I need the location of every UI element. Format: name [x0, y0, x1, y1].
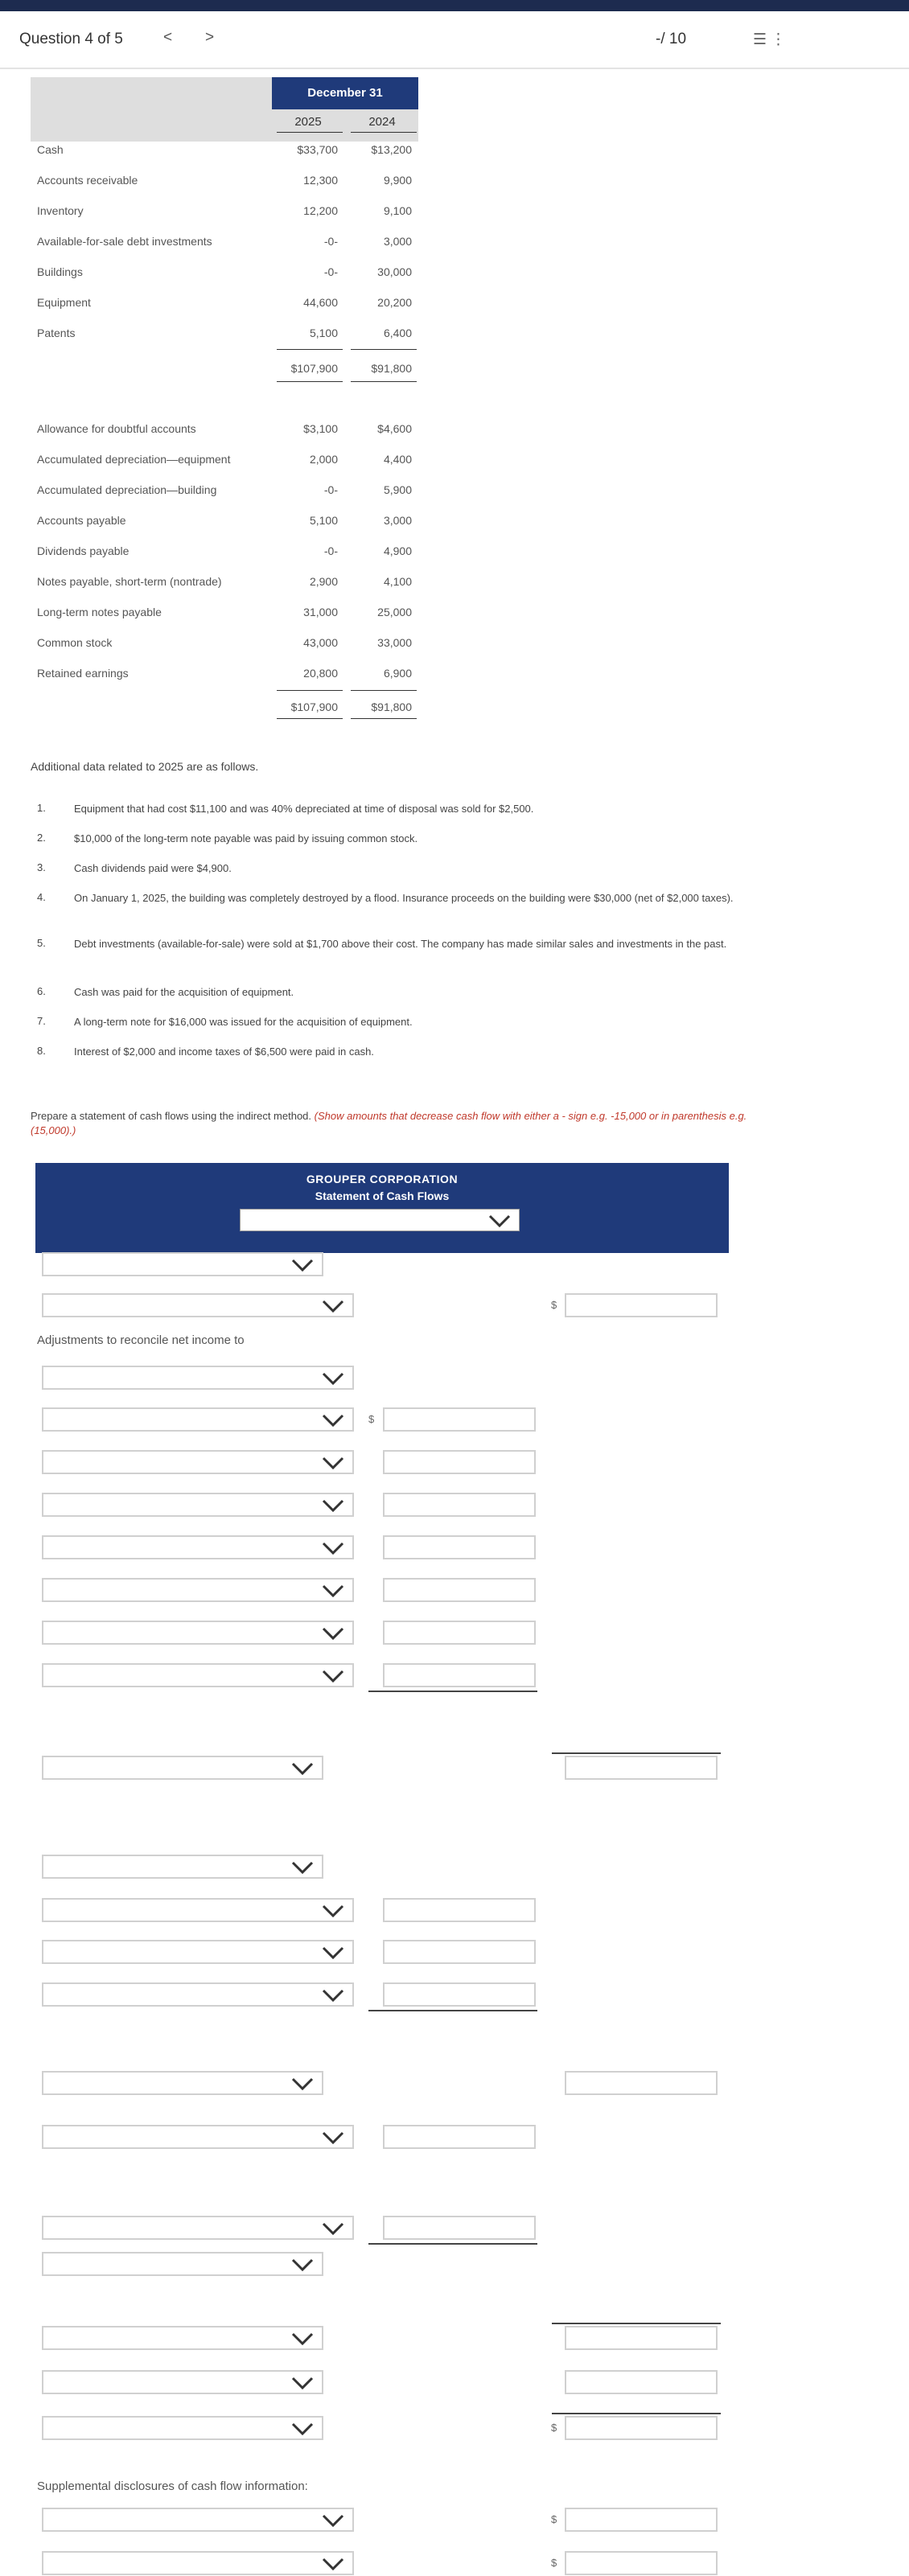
- chevron-down-icon: [317, 1941, 349, 1965]
- account-select[interactable]: [42, 2370, 323, 2394]
- item-text: Equipment that had cost $11,100 and was 40% depreciated at time of disposal was sold for $2,500.: [74, 803, 534, 815]
- col-2025: 2025: [294, 115, 322, 129]
- amount-input[interactable]: [383, 2125, 536, 2149]
- amount-input[interactable]: [383, 1982, 536, 2007]
- liability-row-2025: $3,100: [303, 422, 338, 435]
- account-select[interactable]: [42, 1621, 354, 1645]
- december-header: December 31: [272, 77, 418, 109]
- asset-row-2024: 9,900: [383, 174, 412, 187]
- adjustments-label: Adjustments to reconcile net income to: [37, 1333, 245, 1347]
- amount-input[interactable]: [383, 1407, 536, 1432]
- question-label: Question 4 of 5: [19, 31, 123, 47]
- chevron-down-icon: [286, 1756, 319, 1781]
- asset-row-2024: 3,000: [383, 235, 412, 248]
- supplemental-label: Supplemental disclosures of cash flow information:: [37, 2479, 308, 2493]
- list-icon[interactable]: ☰: [753, 31, 767, 48]
- item-text: Cash dividends paid were $4,900.: [74, 862, 232, 874]
- assets-dbl-line-2024: [351, 381, 417, 382]
- amount-input[interactable]: [383, 1535, 536, 1559]
- item-number: 3.: [37, 861, 46, 873]
- liability-row-2024: 4,400: [383, 453, 412, 466]
- liability-row-label: Allowance for doubtful accounts: [37, 422, 196, 435]
- total-input[interactable]: [565, 2071, 718, 2095]
- account-select[interactable]: [42, 2551, 354, 2575]
- chevron-down-icon: [286, 2327, 319, 2351]
- liab-total-line-2024: [351, 690, 417, 691]
- statement-title: Statement of Cash Flows: [315, 1189, 450, 1202]
- account-select[interactable]: [42, 2216, 354, 2240]
- liability-row-2025: 2,000: [309, 453, 338, 466]
- asset-row-label: Accounts receivable: [37, 174, 138, 187]
- liability-row-2025: 31,000: [303, 606, 338, 618]
- item-text: Debt investments (available-for-sale) were sold at $1,700 above their cost. The company has made similar sales and investments in the past.: [74, 938, 727, 950]
- liability-row-2024: 6,900: [383, 667, 412, 680]
- asset-row-2024: 9,100: [383, 204, 412, 217]
- chevron-down-icon: [317, 1493, 349, 1518]
- liab-dbl-line-2025: [277, 718, 343, 719]
- liability-row-2024: 33,000: [377, 636, 412, 649]
- total-input[interactable]: [565, 2326, 718, 2350]
- liability-row-2024: $4,600: [377, 422, 412, 435]
- asset-row-2025: $33,700: [297, 143, 338, 156]
- dollar-sign: $: [551, 1299, 557, 1311]
- total-input[interactable]: [565, 1293, 718, 1317]
- chevron-down-icon: [286, 1855, 319, 1880]
- liab-dbl-line-2024: [351, 718, 417, 719]
- account-select[interactable]: [42, 2071, 323, 2095]
- liab-total-2025: $107,900: [290, 700, 338, 713]
- item-number: 1.: [37, 802, 46, 814]
- item-text: $10,000 of the long-term note payable was paid by issuing common stock.: [74, 832, 418, 844]
- liability-row-label: Accumulated depreciation—equipment: [37, 453, 231, 466]
- instruction-main: Prepare a statement of cash flows using the indirect method.: [31, 1110, 312, 1122]
- chevron-down-icon: [483, 1209, 516, 1233]
- asset-row-2024: $13,200: [371, 143, 412, 156]
- chevron-down-icon: [286, 1253, 319, 1277]
- item-number: 4.: [37, 891, 46, 903]
- account-select[interactable]: [42, 1407, 354, 1432]
- item-number: 7.: [37, 1015, 46, 1027]
- amount-input[interactable]: [383, 1578, 536, 1602]
- liability-row-2024: 4,900: [383, 544, 412, 557]
- date-select[interactable]: [240, 1209, 520, 1231]
- account-select[interactable]: [42, 1663, 354, 1687]
- chevron-down-icon: [317, 1621, 349, 1645]
- total-line: [552, 2323, 721, 2324]
- amount-input[interactable]: [383, 1940, 536, 1964]
- chevron-down-icon: [317, 1664, 349, 1688]
- liability-row-label: Accumulated depreciation—building: [37, 483, 217, 496]
- liability-row-2024: 5,900: [383, 483, 412, 496]
- asset-row-2025: 12,200: [303, 204, 338, 217]
- amount-input[interactable]: [383, 1493, 536, 1517]
- asset-row-2024: 6,400: [383, 327, 412, 339]
- account-select[interactable]: [42, 1982, 354, 2007]
- chevron-down-icon: [286, 2371, 319, 2395]
- assets-dbl-line-2025: [277, 381, 343, 382]
- asset-row-2025: -0-: [323, 265, 338, 278]
- account-select[interactable]: [42, 1252, 323, 1276]
- total-input[interactable]: [565, 2551, 718, 2575]
- asset-row-label: Available-for-sale debt investments: [37, 235, 212, 248]
- liability-row-2025: 20,800: [303, 667, 338, 680]
- liab-total-2024: $91,800: [371, 700, 412, 713]
- liability-row-2024: 25,000: [377, 606, 412, 618]
- liability-row-label: Long-term notes payable: [37, 606, 162, 618]
- item-text: On January 1, 2025, the building was completely destroyed by a flood. Insurance proceeds on the building were $30,000 (net of $2,000 taxes).: [74, 892, 734, 904]
- account-select[interactable]: [42, 1450, 354, 1474]
- amount-input[interactable]: [383, 1621, 536, 1645]
- account-select[interactable]: [42, 2326, 323, 2350]
- asset-row-2025: 12,300: [303, 174, 338, 187]
- assets-total-2024: $91,800: [371, 362, 412, 375]
- account-select[interactable]: [42, 1366, 354, 1390]
- dollar-sign: $: [551, 2422, 557, 2434]
- liability-row-label: Common stock: [37, 636, 113, 649]
- dollar-sign: $: [551, 2557, 557, 2569]
- item-number: 6.: [37, 985, 46, 997]
- instruction-note: (Show amounts that decrease cash flow with either a - sign e.g. -15,000 or in parenthesis e.g. (15,000).): [31, 1110, 747, 1136]
- account-select[interactable]: [42, 1898, 354, 1922]
- chevron-down-icon: [317, 1366, 349, 1391]
- chevron-down-icon: [317, 1294, 349, 1318]
- asset-row-2024: 20,200: [377, 296, 412, 309]
- col-2024-underline: [351, 132, 417, 133]
- account-select[interactable]: [42, 2416, 323, 2440]
- dollar-sign: $: [368, 1413, 375, 1425]
- total-input[interactable]: [565, 2416, 718, 2440]
- chevron-down-icon: [286, 2072, 319, 2096]
- asset-row-2024: 30,000: [377, 265, 412, 278]
- liability-row-2025: 5,100: [309, 514, 338, 527]
- total-line: [552, 2413, 721, 2414]
- more-icon[interactable]: ⋮: [771, 31, 786, 48]
- chevron-down-icon: [286, 2417, 319, 2441]
- liability-row-2024: 3,000: [383, 514, 412, 527]
- liability-row-label: Dividends payable: [37, 544, 130, 557]
- liability-row-2025: 43,000: [303, 636, 338, 649]
- subtotal-line: [368, 2010, 537, 2011]
- asset-row-label: Buildings: [37, 265, 83, 278]
- top-bar: [0, 0, 909, 11]
- total-input[interactable]: [565, 1756, 718, 1780]
- assets-total-line-2024: [351, 349, 417, 350]
- total-input[interactable]: [565, 2508, 718, 2532]
- assets-total-line-2025: [277, 349, 343, 350]
- total-input[interactable]: [565, 2370, 718, 2394]
- asset-row-2025: -0-: [323, 235, 338, 248]
- chevron-down-icon: [317, 1451, 349, 1475]
- chevron-down-icon: [317, 1408, 349, 1432]
- asset-row-label: Patents: [37, 327, 76, 339]
- liability-row-2024: 4,100: [383, 575, 412, 588]
- amount-input[interactable]: [383, 1450, 536, 1474]
- account-select[interactable]: [42, 2125, 354, 2149]
- account-select[interactable]: [42, 1855, 323, 1879]
- account-select[interactable]: [42, 1493, 354, 1517]
- liability-row-2025: -0-: [323, 483, 338, 496]
- asset-row-label: Cash: [37, 143, 64, 156]
- amount-input[interactable]: [383, 1898, 536, 1922]
- chevron-down-icon: [317, 2217, 349, 2241]
- account-select[interactable]: [42, 2252, 323, 2276]
- col-2024: 2024: [368, 115, 396, 129]
- account-select[interactable]: [42, 1293, 354, 1317]
- total-line: [552, 1752, 721, 1754]
- item-number: 5.: [37, 937, 46, 949]
- subtotal-line: [368, 2243, 537, 2245]
- chevron-down-icon: [317, 2552, 349, 2576]
- chevron-down-icon: [317, 1983, 349, 2007]
- col-2025-underline: [277, 132, 343, 133]
- item-text: Cash was paid for the acquisition of equipment.: [74, 986, 294, 998]
- assets-total-2025: $107,900: [290, 362, 338, 375]
- liab-total-line-2025: [277, 690, 343, 691]
- account-select[interactable]: [42, 1578, 354, 1602]
- amount-input[interactable]: [383, 2216, 536, 2240]
- account-select[interactable]: [42, 1535, 354, 1559]
- liability-row-2025: -0-: [323, 544, 338, 557]
- instruction: [31, 1109, 779, 1138]
- item-text: Interest of $2,000 and income taxes of $6,500 were paid in cash.: [74, 1046, 374, 1058]
- chevron-down-icon: [317, 1536, 349, 1560]
- chevron-down-icon: [286, 2253, 319, 2277]
- account-select[interactable]: [42, 1940, 354, 1964]
- next-question-button[interactable]: >: [205, 29, 215, 46]
- liability-row-label: Notes payable, short-term (nontrade): [37, 575, 222, 588]
- liability-row-2025: 2,900: [309, 575, 338, 588]
- prev-question-button[interactable]: <: [163, 29, 173, 46]
- liability-row-label: Retained earnings: [37, 667, 129, 680]
- account-select[interactable]: [42, 2508, 354, 2532]
- dollar-sign: $: [551, 2513, 557, 2525]
- amount-input[interactable]: [383, 1663, 536, 1687]
- additional-intro: Additional data related to 2025 are as follows.: [31, 760, 259, 773]
- item-text: A long-term note for $16,000 was issued for the acquisition of equipment.: [74, 1016, 413, 1028]
- chevron-down-icon: [317, 2126, 349, 2150]
- chevron-down-icon: [317, 1899, 349, 1923]
- liability-row-label: Accounts payable: [37, 514, 126, 527]
- asset-row-label: Equipment: [37, 296, 91, 309]
- header-divider: [0, 68, 909, 69]
- asset-row-2025: 44,600: [303, 296, 338, 309]
- account-select[interactable]: [42, 1756, 323, 1780]
- asset-row-2025: 5,100: [309, 327, 338, 339]
- asset-row-label: Inventory: [37, 204, 84, 217]
- score-display: -/ 10: [656, 31, 687, 47]
- subtotal-line: [368, 1691, 537, 1692]
- chevron-down-icon: [317, 1579, 349, 1603]
- company-name: GROUPER CORPORATION: [306, 1173, 459, 1185]
- item-number: 2.: [37, 832, 46, 844]
- chevron-down-icon: [317, 2508, 349, 2533]
- item-number: 8.: [37, 1045, 46, 1057]
